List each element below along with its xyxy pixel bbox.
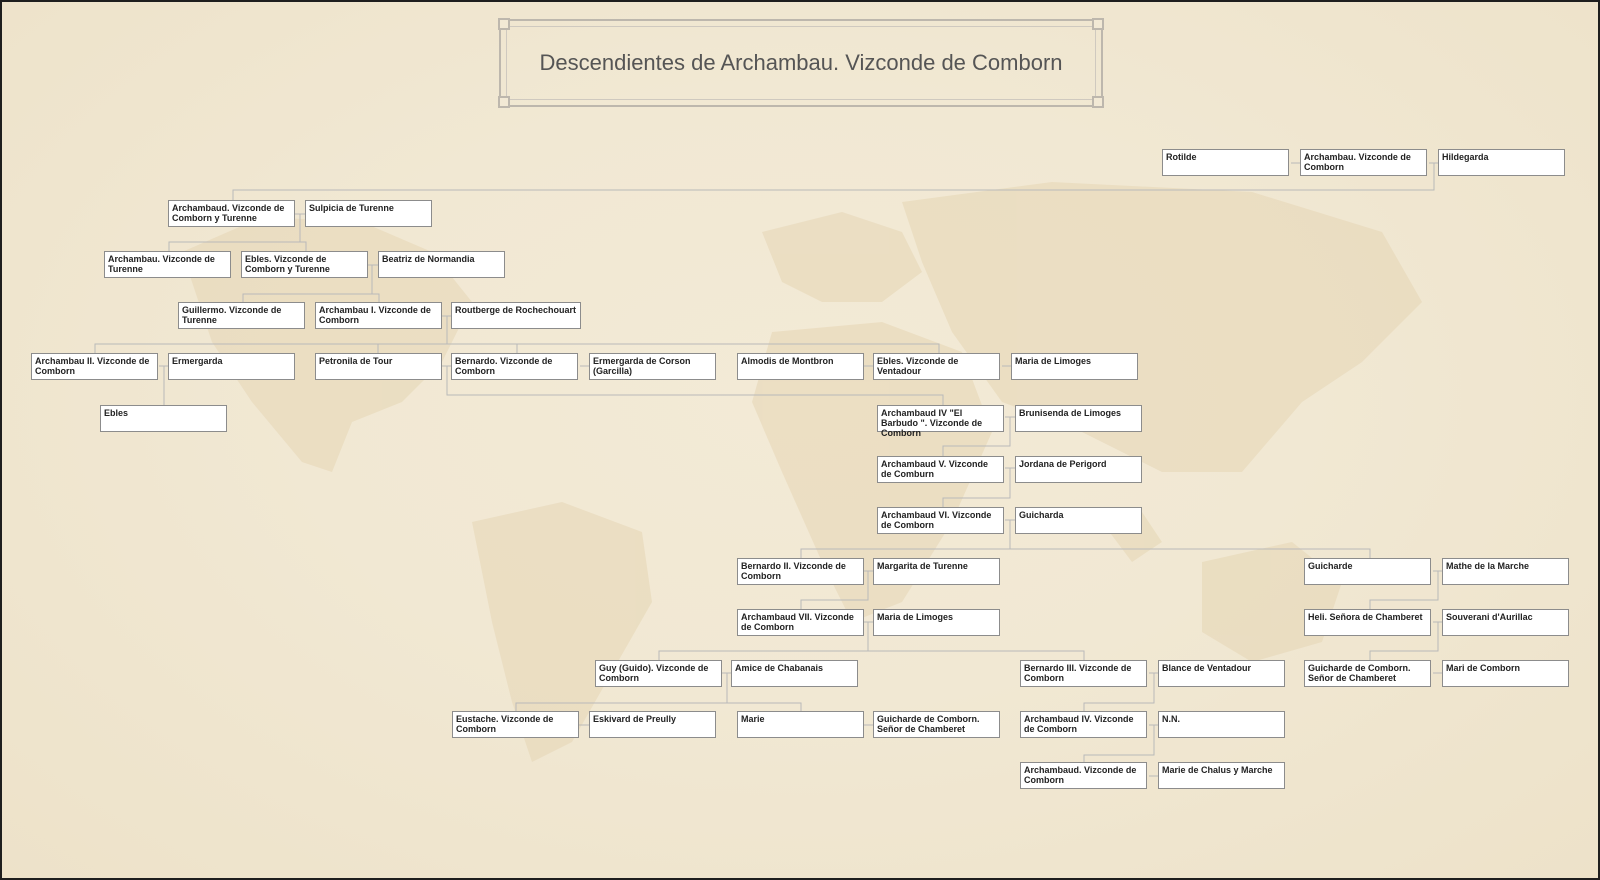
person-node-routberge[interactable]: Routberge de Rochechouart [451, 302, 581, 329]
person-node-ebles[interactable]: Ebles [100, 405, 227, 432]
person-node-souverani[interactable]: Souverani d'Aurillac [1442, 609, 1569, 636]
person-node-almodis[interactable]: Almodis de Montbron [737, 353, 864, 380]
person-node-archambau-comborn[interactable]: Archambau. Vizconde de Comborn [1300, 149, 1427, 176]
person-node-mari-comborn[interactable]: Mari de Comborn [1442, 660, 1569, 687]
person-node-maria-limoges-1[interactable]: Maria de Limoges [1011, 353, 1138, 380]
person-node-guy[interactable]: Guy (Guido). Vizconde de Comborn [595, 660, 722, 687]
person-node-margarita[interactable]: Margarita de Turenne [873, 558, 1000, 585]
person-node-bernardo[interactable]: Bernardo. Vizconde de Comborn [451, 353, 578, 380]
person-node-guicharde-comborn-2[interactable]: Guicharde de Comborn. Señor de Chamberet [873, 711, 1000, 738]
person-node-marie[interactable]: Marie [737, 711, 864, 738]
family-tree-canvas [2, 2, 1598, 878]
person-node-nn[interactable]: N.N. [1158, 711, 1285, 738]
person-node-guicharde-comborn-1[interactable]: Guicharde de Comborn. Señor de Chamberet [1304, 660, 1431, 687]
person-node-amice[interactable]: Amice de Chabanais [731, 660, 858, 687]
person-node-archambaud-turenne[interactable]: Archambaud. Vizconde de Comborn y Turenne [168, 200, 295, 227]
person-node-archambaud-vi[interactable]: Archambaud VI. Vizconde de Comborn [877, 507, 1004, 534]
person-node-brunisenda[interactable]: Brunisenda de Limoges [1015, 405, 1142, 432]
person-node-ermergarda[interactable]: Ermergarda [168, 353, 295, 380]
person-node-guicharde[interactable]: Guicharde [1304, 558, 1431, 585]
person-node-ebles-ventadour[interactable]: Ebles. Vizconde de Ventadour [873, 353, 1000, 380]
person-node-archambaud-vii[interactable]: Archambaud VII. Vizconde de Comborn [737, 609, 864, 636]
person-node-archambau-turenne[interactable]: Archambau. Vizconde de Turenne [104, 251, 231, 278]
person-node-archambau-ii[interactable]: Archambau II. Vizconde de Comborn [31, 353, 158, 380]
person-node-heli[interactable]: Heli. Señora de Chamberet [1304, 609, 1431, 636]
person-node-blance[interactable]: Blance de Ventadour [1158, 660, 1285, 687]
person-node-archambaud-iv[interactable]: Archambaud IV. Vizconde de Comborn [1020, 711, 1147, 738]
person-node-petronila[interactable]: Petronila de Tour [315, 353, 442, 380]
person-node-ermergarda-corson[interactable]: Ermergarda de Corson (Garcilla) [589, 353, 716, 380]
person-node-jordana[interactable]: Jordana de Perigord [1015, 456, 1142, 483]
person-node-guicharda[interactable]: Guicharda [1015, 507, 1142, 534]
person-node-eustache[interactable]: Eustache. Vizconde de Comborn [452, 711, 579, 738]
page-title: Descendientes de Archambau. Vizconde de Comborn [539, 50, 1063, 75]
connector-lines [2, 2, 1598, 878]
person-node-hildegarda[interactable]: Hildegarda [1438, 149, 1565, 176]
person-node-guillermo[interactable]: Guillermo. Vizconde de Turenne [178, 302, 305, 329]
person-node-maria-limoges-2[interactable]: Maria de Limoges [873, 609, 1000, 636]
person-node-archambaud-iv-barbudo[interactable]: Archambaud IV "El Barbudo ". Vizconde de Comborn [877, 405, 1004, 432]
person-node-archambaud-comborn-last[interactable]: Archambaud. Vizconde de Comborn [1020, 762, 1147, 789]
person-node-sulpicia[interactable]: Sulpicia de Turenne [305, 200, 432, 227]
person-node-archambaud-v[interactable]: Archambaud V. Vizconde de Comburn [877, 456, 1004, 483]
person-node-ebles-comborn-turenne[interactable]: Ebles. Vizconde de Comborn y Turenne [241, 251, 368, 278]
person-node-marie-chalus[interactable]: Marie de Chalus y Marche [1158, 762, 1285, 789]
person-node-eskivard[interactable]: Eskivard de Preully [589, 711, 716, 738]
person-node-bernardo-iii[interactable]: Bernardo III. Vizconde de Comborn [1020, 660, 1147, 687]
person-node-mathe[interactable]: Mathe de la Marche [1442, 558, 1569, 585]
person-node-rotilde[interactable]: Rotilde [1162, 149, 1289, 176]
person-node-beatriz[interactable]: Beatriz de Normandia [378, 251, 505, 278]
person-node-archambau-i[interactable]: Archambau I. Vizconde de Comborn [315, 302, 442, 329]
person-node-bernardo-ii[interactable]: Bernardo II. Vizconde de Comborn [737, 558, 864, 585]
